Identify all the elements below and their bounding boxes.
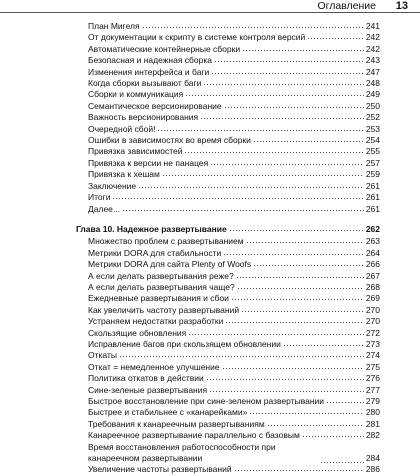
toc-entry bbox=[0, 236, 420, 247]
dot-leader bbox=[203, 78, 363, 86]
toc-entry-page: 263 bbox=[365, 236, 380, 247]
page-number: 13 bbox=[395, 0, 408, 12]
toc-entry bbox=[0, 350, 420, 361]
toc-entry-page: 249 bbox=[365, 89, 380, 100]
toc-entry bbox=[0, 419, 420, 430]
toc-entry-page: 270 bbox=[365, 304, 380, 315]
toc-entry-page: 262 bbox=[365, 223, 380, 234]
toc-entry-title: Безопасная и надежная сборка bbox=[88, 55, 213, 66]
toc-entry-title: Политика откатов в действии bbox=[88, 373, 204, 384]
dot-leader bbox=[200, 112, 364, 120]
dot-leader bbox=[234, 464, 364, 472]
toc-entry-page: 275 bbox=[365, 361, 380, 372]
toc-entry bbox=[0, 112, 420, 123]
toc-entry-title: Привязка к хешам bbox=[88, 169, 160, 180]
toc-entry-title: Требования к канареечным развертываниям bbox=[88, 418, 265, 429]
toc-entry-page: 268 bbox=[365, 281, 380, 292]
toc-entry-title: Увеличение частоты развертываний bbox=[88, 464, 232, 475]
toc-entry-title: Когда сборки вызывают баги bbox=[88, 78, 202, 89]
toc-entry bbox=[0, 373, 420, 384]
toc-entry bbox=[0, 44, 420, 55]
dot-leader bbox=[241, 305, 364, 313]
toc-entry bbox=[0, 316, 420, 327]
header-rule bbox=[0, 12, 420, 13]
dot-leader bbox=[307, 32, 364, 40]
toc-entry bbox=[0, 124, 420, 135]
toc-entry-title: Автоматические контейнерные сборки bbox=[88, 43, 241, 54]
dot-leader bbox=[320, 456, 364, 464]
toc-entry-page: 248 bbox=[365, 78, 380, 89]
toc-entry bbox=[0, 282, 420, 293]
toc-entry-title: Заключение bbox=[88, 180, 137, 191]
toc-entry-page: 269 bbox=[365, 293, 380, 304]
toc-entry bbox=[0, 328, 420, 339]
toc-entry-title: Ошибки в зависимостях во время сборки bbox=[88, 135, 251, 146]
toc-entry bbox=[0, 204, 420, 215]
toc-entry bbox=[0, 89, 420, 100]
dot-leader bbox=[209, 385, 364, 393]
toc-entry-page: 276 bbox=[365, 373, 380, 384]
toc-entry-title: Метрики DORA для стабильности bbox=[88, 247, 222, 258]
dot-leader bbox=[302, 430, 364, 438]
toc-entry-page: 266 bbox=[365, 259, 380, 270]
toc-entry-title: Важность версионирования bbox=[88, 112, 199, 123]
toc-entry-title: Ежедневные развертывания и сбои bbox=[88, 293, 229, 304]
dot-leader bbox=[242, 44, 364, 52]
table-of-contents bbox=[0, 21, 420, 476]
toc-entry-title: Сборки и коммуникация bbox=[88, 89, 184, 100]
toc-entry-page: 264 bbox=[365, 247, 380, 258]
toc-entry-page: 253 bbox=[365, 123, 380, 134]
toc-entry bbox=[0, 181, 420, 192]
toc-entry-title: Итоги bbox=[88, 192, 111, 203]
toc-entry-title: Семантическое версионирование bbox=[88, 100, 222, 111]
toc-entry-title: Метрики DORA для сайта Plenty of Woofs bbox=[88, 259, 252, 270]
dot-leader bbox=[162, 169, 364, 177]
toc-chapter-entry bbox=[0, 224, 420, 235]
dot-leader bbox=[222, 362, 364, 370]
toc-entry bbox=[0, 464, 420, 475]
toc-entry-page: 270 bbox=[365, 316, 380, 327]
toc-entry bbox=[0, 21, 420, 32]
toc-entry-page: 255 bbox=[365, 146, 380, 157]
toc-entry bbox=[0, 305, 420, 316]
toc-entry bbox=[0, 248, 420, 259]
toc-entry bbox=[0, 67, 420, 78]
section-title: Оглавление bbox=[317, 0, 376, 12]
dot-leader bbox=[326, 396, 364, 404]
dot-leader bbox=[142, 21, 364, 29]
toc-entry-title: Как увеличить частоту развертываний bbox=[88, 304, 240, 315]
dot-leader bbox=[214, 55, 364, 63]
toc-entry bbox=[0, 407, 420, 418]
dot-leader bbox=[185, 89, 364, 97]
toc-entry bbox=[0, 192, 420, 203]
toc-entry-title: Изменения интерфейса и баги bbox=[88, 66, 210, 77]
toc-entry bbox=[0, 55, 420, 66]
toc-entry bbox=[0, 442, 420, 465]
toc-entry-page: 254 bbox=[365, 135, 380, 146]
dot-leader bbox=[267, 419, 364, 427]
dot-leader bbox=[122, 204, 364, 212]
toc-entry-title: Глава 10. Надежное развертывание bbox=[76, 223, 227, 234]
dot-leader bbox=[157, 124, 363, 132]
toc-entry-page: 243 bbox=[365, 55, 380, 66]
toc-entry-title: Привязка зависимостей bbox=[88, 146, 183, 157]
dot-leader bbox=[253, 259, 364, 267]
toc-entry-title: Очередной сбой! bbox=[88, 123, 156, 134]
toc-entry-page: 252 bbox=[365, 112, 380, 123]
dot-leader bbox=[224, 101, 364, 109]
toc-entry-title: Сине-зеленые развертывания bbox=[88, 384, 208, 395]
toc-entry-page: 281 bbox=[365, 418, 380, 429]
toc-entry-page: 250 bbox=[365, 100, 380, 111]
dot-leader bbox=[211, 67, 364, 75]
dot-leader bbox=[188, 328, 364, 336]
toc-entry-title: Привязка к версии не панацея bbox=[88, 157, 209, 168]
toc-entry-page: 267 bbox=[365, 270, 380, 281]
toc-entry bbox=[0, 135, 420, 146]
toc-entry-page: 242 bbox=[365, 43, 380, 54]
toc-entry bbox=[0, 396, 420, 407]
dot-leader bbox=[223, 248, 364, 256]
toc-entry bbox=[0, 271, 420, 282]
toc-entry bbox=[0, 78, 420, 89]
toc-entry-title: Быстрее и стабильнее с «канарейками» bbox=[88, 407, 248, 418]
dot-leader bbox=[246, 236, 364, 244]
toc-entry bbox=[0, 339, 420, 350]
toc-entry-title: Канареечное развертывание параллельно с базовым bbox=[88, 430, 300, 441]
toc-entry bbox=[0, 32, 420, 43]
toc-entry bbox=[0, 385, 420, 396]
toc-entry-title: Откаты bbox=[88, 350, 117, 361]
toc-entry-title: Скользящие обновления bbox=[88, 327, 187, 338]
toc-entry-page: 257 bbox=[365, 157, 380, 168]
toc-entry-page: 279 bbox=[365, 396, 380, 406]
toc-entry bbox=[0, 158, 420, 169]
dot-leader bbox=[210, 158, 364, 166]
dot-leader bbox=[138, 181, 364, 189]
toc-entry-title: А если делать развертывания чаще? bbox=[88, 281, 235, 292]
toc-entry-page: 280 bbox=[365, 407, 380, 418]
toc-entry-title: Множество проблем с развертыванием bbox=[88, 236, 244, 247]
toc-entry-title: Откат = немедленное улучшение bbox=[88, 361, 220, 372]
toc-entry bbox=[0, 146, 420, 157]
toc-entry bbox=[0, 430, 420, 441]
dot-leader bbox=[283, 339, 364, 347]
toc-entry-page: 282 bbox=[365, 430, 380, 441]
dot-leader bbox=[184, 146, 363, 154]
toc-entry-title: Далее... bbox=[88, 203, 120, 214]
running-header bbox=[0, 0, 420, 16]
toc-entry-page: 272 bbox=[365, 327, 380, 338]
toc-entry bbox=[0, 362, 420, 373]
toc-entry bbox=[0, 293, 420, 304]
toc-entry-title: А если делать развертывания реже? bbox=[88, 270, 234, 281]
toc-entry-page: 286 bbox=[365, 464, 380, 475]
dot-leader bbox=[237, 282, 364, 290]
dot-leader bbox=[231, 293, 364, 301]
toc-entry-page: 261 bbox=[365, 192, 380, 203]
toc-entry-title: Время восстановления работоспособности при канареечном развертывании bbox=[88, 441, 276, 464]
dot-leader bbox=[236, 271, 364, 279]
toc-entry-title: От документации к скрипту в системе контроля версий bbox=[88, 32, 306, 43]
toc-entry-title: Устраняем недостатки разработки bbox=[88, 316, 224, 327]
toc-entry-page: 247 bbox=[365, 66, 380, 77]
toc-entry-page: 261 bbox=[365, 180, 380, 191]
toc-entry-title: Исправление багов при скользящем обновлении bbox=[88, 338, 281, 349]
toc-entry-page: 261 bbox=[365, 203, 380, 214]
toc-entry-page: 273 bbox=[365, 338, 380, 349]
dot-leader bbox=[249, 407, 363, 415]
toc-entry-page: 274 bbox=[365, 350, 380, 361]
toc-entry-page: 242 bbox=[365, 32, 380, 43]
dot-leader bbox=[229, 224, 364, 232]
toc-entry-page: 284 bbox=[365, 453, 380, 464]
toc-entry bbox=[0, 169, 420, 180]
toc-entry-page: 259 bbox=[365, 169, 380, 180]
toc-entry-page: 241 bbox=[365, 21, 380, 31]
toc-entry-title: План Мигеля bbox=[88, 21, 140, 31]
toc-entry-title: Быстрое восстановление при сине-зеленом развертывании bbox=[88, 396, 325, 406]
dot-leader bbox=[119, 350, 364, 358]
toc-entry bbox=[0, 101, 420, 112]
dot-leader bbox=[253, 135, 364, 143]
dot-leader bbox=[225, 316, 363, 324]
toc-entry-page: 277 bbox=[365, 384, 380, 395]
toc-entry bbox=[0, 259, 420, 270]
dot-leader bbox=[206, 373, 364, 381]
dot-leader bbox=[112, 192, 363, 200]
